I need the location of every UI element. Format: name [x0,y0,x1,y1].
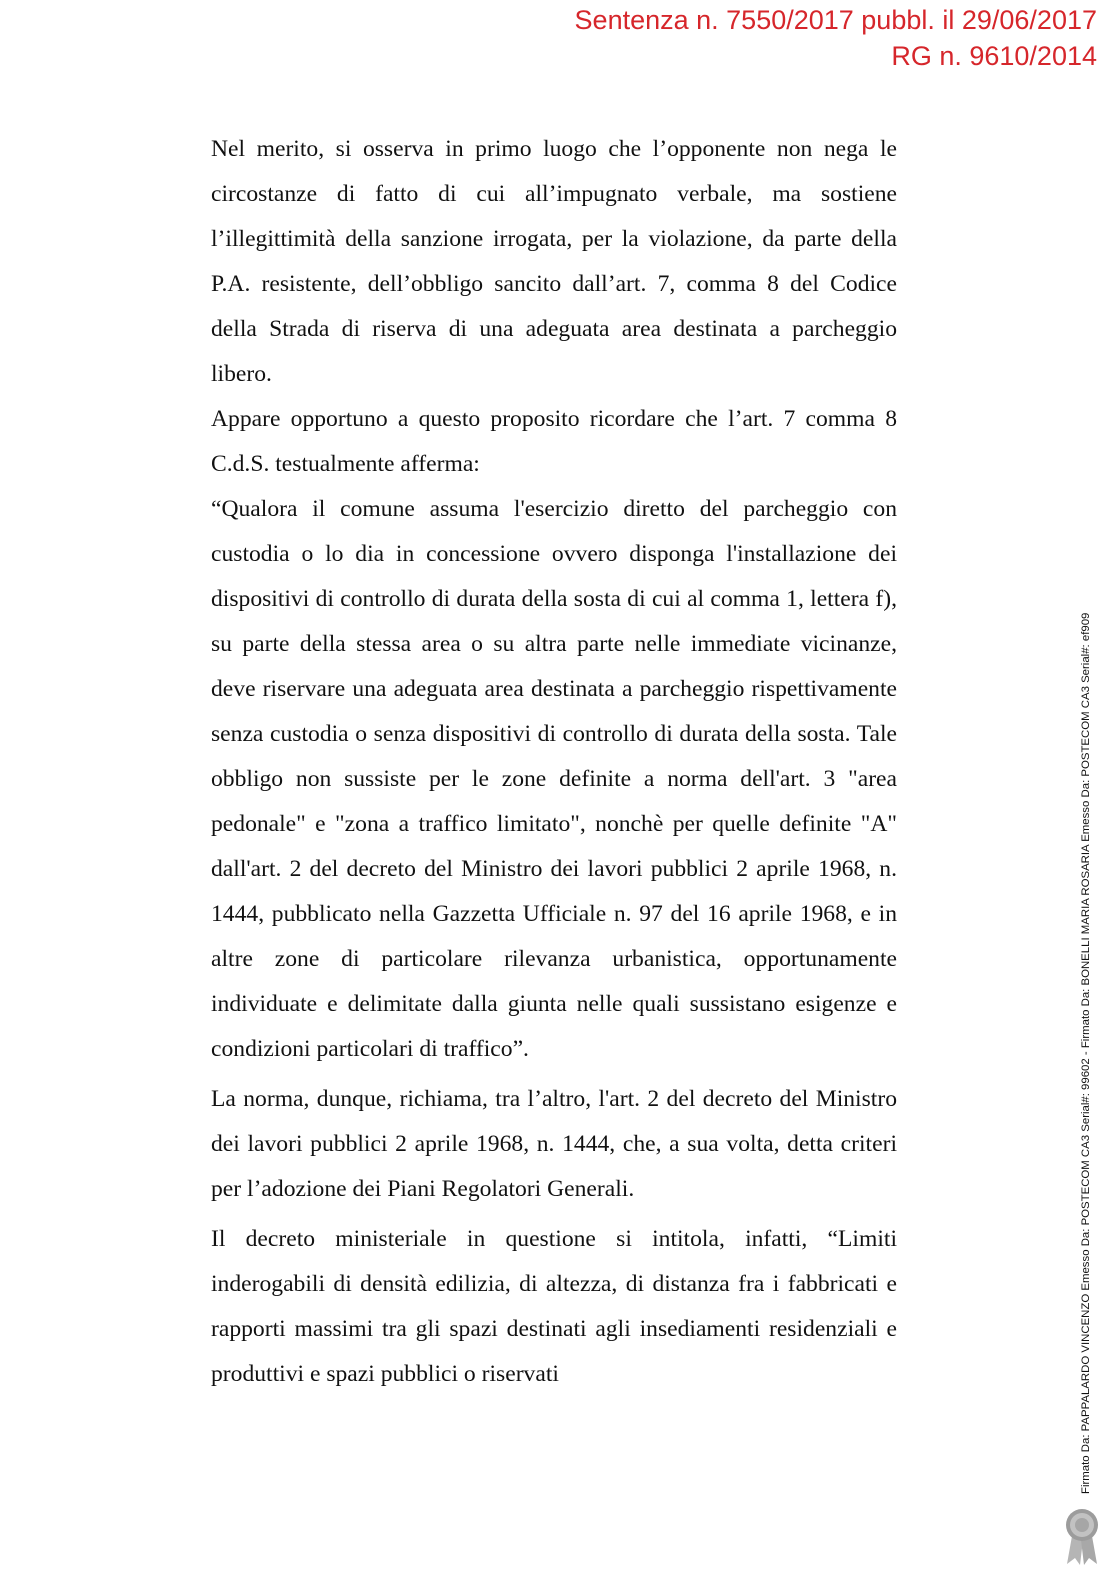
rg-number: RG n. 9610/2014 [891,41,1097,71]
paragraph: La norma, dunque, richiama, tra l’altro, l'art. 2 del decreto del Ministro dei lavori pubblici 2 aprile 1968, n. 1444, che, a sua volta, detta criteri per l’adozione dei Piani Regolatori Generali. [211,1086,897,1202]
document-header [575,2,1097,74]
paragraph: Appare opportuno a questo proposito ricordare che l’art. 7 comma 8 C.d.S. testualmente afferma: [211,406,897,477]
paragraph: Nel merito, si osserva in primo luogo che l’opponente non nega le circostanze di fatto di cui all’impugnato verbale, ma sostiene l’illegittimità della sanzione irrogata, per la violazione, da parte della P.A. resistente, dell’obbligo sancito dall’art. 7, comma 8 del Codice della Strada di riserva di una adeguata area destinata a parcheggio libero. [211,136,897,387]
document-body [211,127,897,1397]
quoted-paragraph: “Qualora il comune assuma l'esercizio diretto del parcheggio con custodia o lo dia in concessione ovvero disponga l'installazione dei dispositivi di controllo di durata della sosta di cui al comma 1, lettera f), su parte della stessa area o su altra parte nelle immediate vicinanze, deve riservare una adeguata area destinata a parcheggio rispettivamente senza custodia o senza dispositivi di controllo di durata della sosta. Tale obbligo non sussiste per le zone definite a norma dell'art. 3 "area pedonale" e "zona a traffico limitato", nonchè per quelle definite "A" dall'art. 2 del decreto del Ministro dei lavori pubblici 2 aprile 1968, n. 1444, pubblicato nella Gazzetta Ufficiale n. 97 del 16 aprile 1968, e in altre zone di particolare rilevanza urbanistica, opportunamente individuate e delimitate dalla giunta nelle quali sussistano esigenze e condizioni particolari di traffico”. [211,496,897,1062]
rosette-seal-icon [1062,1508,1102,1566]
digital-signature-stamp: Firmato Da: PAPPALARDO VINCENZO Emesso Da: POSTECOM CA3 Serial#: 99602 - Firmato Da: BONELLI MARIA ROSARIA Emesso Da: POSTECOM CA3 Serial#: ef909 [1080,612,1092,1494]
paragraph: Il decreto ministeriale in questione si intitola, infatti, “Limiti inderogabili di densità edilizia, di altezza, di distanza fra i fabbricati e rapporti massimi tra gli spazi destinati agli insediamenti residenziali e produttivi e spazi pubblici o riservati [211,1226,897,1387]
sentenza-number: Sentenza n. 7550/2017 pubbl. il 29/06/2017 [574,5,1097,35]
